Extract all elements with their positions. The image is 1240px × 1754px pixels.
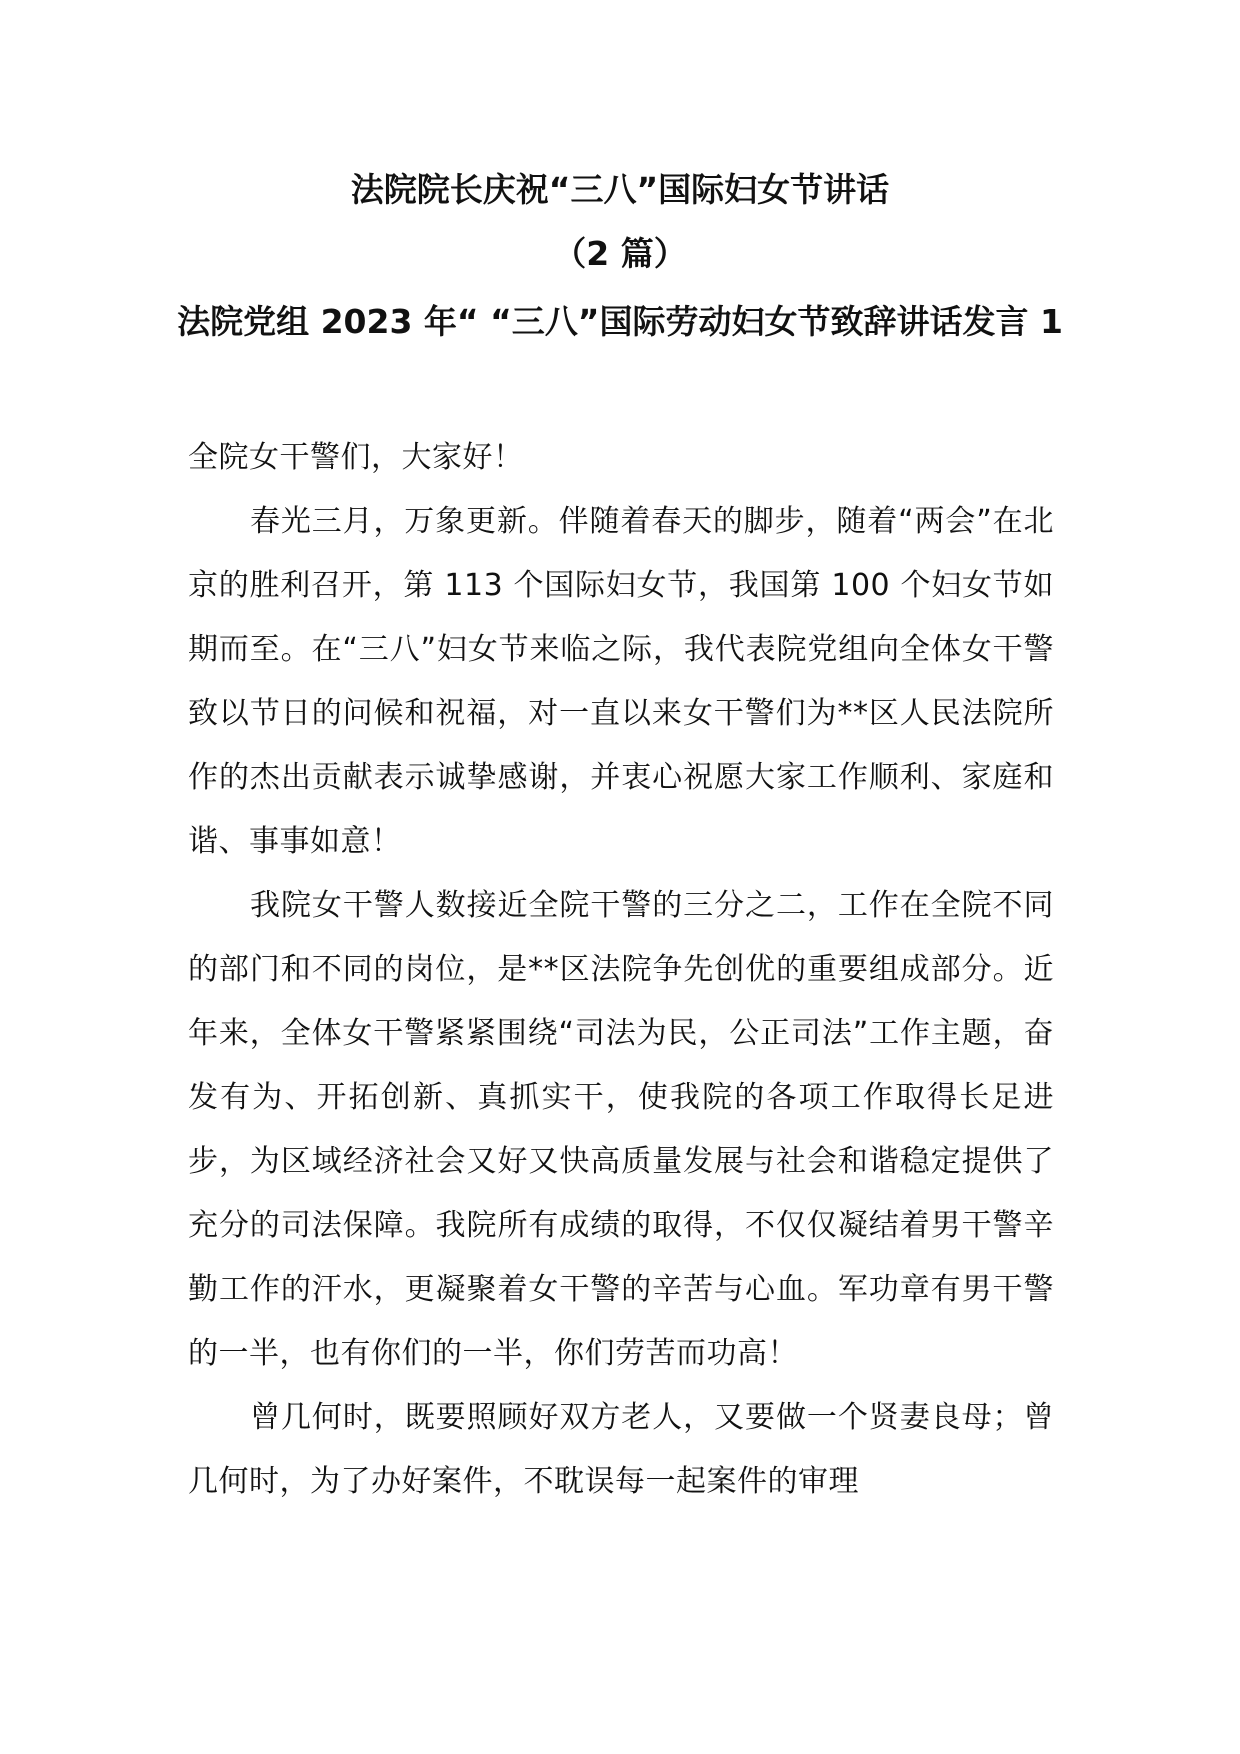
- body-paragraph: 春光三月，万象更新。伴随着春天的脚步，随着“两会”在北京的胜利召开，第 113 个国际妇女节，我国第 100 个妇女节如期而至。在“三八”妇女节来临之际，我代表院党组向全体女干警致以节日的问候和祝福，对一直以来女干警们为**区人民法院所作的杰出贡献表示诚挚感谢，并衷心祝愿大家工作顺利、家庭和谐、事事如意！: [188, 504, 1054, 859]
- body-paragraph: 我院女干警人数接近全院干警的三分之二，工作在全院不同的部门和不同的岗位，是**区法院争先创优的重要组成部分。近年来，全体女干警紧紧围绕“司法为民，公正司法”工作主题，奋发有为、开拓创新、真抓实干，使我院的各项工作取得长足进步，为区域经济社会又好又快高质量发展与社会和谐稳定提供了充分的司法保障。我院所有成绩的取得，不仅仅凝结着男干警辛勤工作的汗水，更凝聚着女干警的辛苦与心血。军功章有男干警的一半，也有你们的一半，你们劳苦而功高！: [188, 888, 1054, 1371]
- speech-title: 法院党组 2023 年“ “三八”国际劳动妇女节致辞讲话发言 1: [177, 302, 1063, 341]
- document-subtitle: （2 篇）: [553, 234, 687, 273]
- document-body: [188, 426, 1054, 1514]
- body-paragraph: 曾几何时，既要照顾好双方老人，又要做一个贤妻良母；曾几何时，为了办好案件，不耽误每一起案件的审理: [188, 1400, 1054, 1499]
- greeting-paragraph: 全院女干警们，大家好！: [188, 440, 524, 475]
- title-block: [150, 168, 1090, 354]
- document-title: 法院院长庆祝“三八”国际妇女节讲话: [350, 170, 890, 209]
